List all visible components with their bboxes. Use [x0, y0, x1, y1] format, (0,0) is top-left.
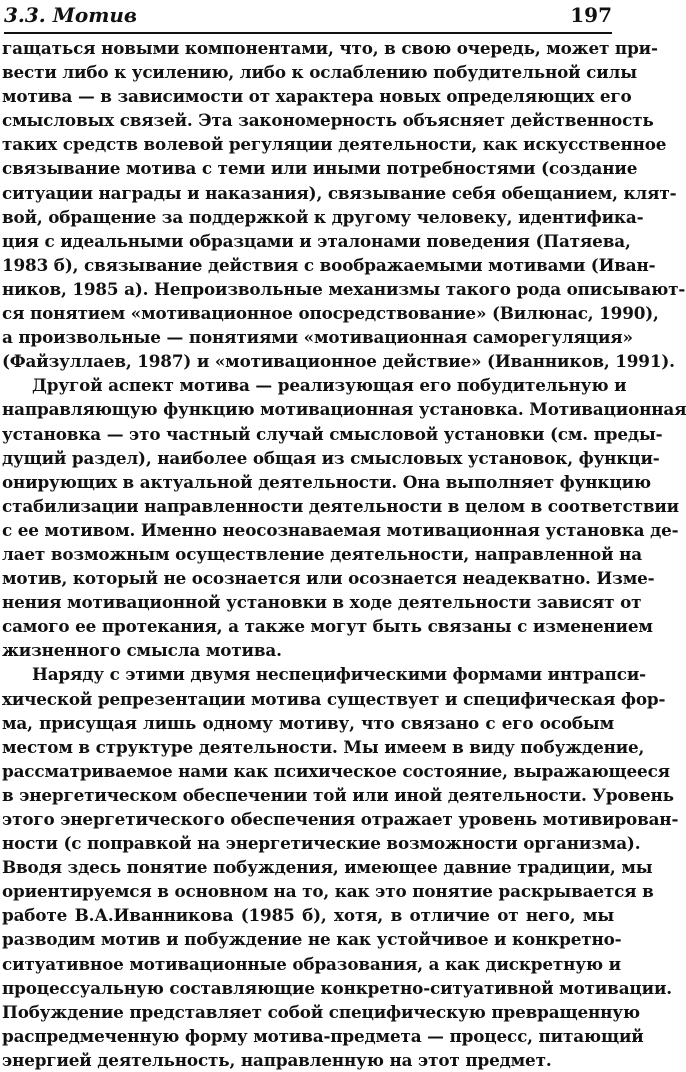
text-line: работе В.А.Иванникова (1985 б), хотя, в отличие от него, мы [2, 905, 614, 926]
text-line: хической репрезентации мотива существует и специфическая фор- [2, 688, 666, 709]
paragraph-start-line: Наряду с этими двумя неспецифическими формами интрапси- [32, 664, 646, 685]
text-line: процессуальную составляющие конкретно-ситуативной мотивации. [2, 977, 672, 998]
paragraph-end-line: жизненного смысла мотива. [2, 640, 282, 661]
text-line: смысловых связей. Эта закономерность объясняет действенность [2, 110, 654, 131]
text-line: стабилизации направленности деятельности в целом в соответствии [2, 495, 679, 516]
text-line: ция с идеальными образцами и эталонами поведения (Патяева, [2, 230, 631, 251]
text-line: с ее мотивом. Именно неосознаваемая мотивационная установка де- [2, 519, 679, 540]
running-header [4, 0, 612, 34]
text-line: самого ее протекания, а также могут быть связаны с изменением [2, 616, 653, 637]
text-line: нения мотивационной установки в ходе деятельности зависят от [2, 592, 642, 613]
paragraph-start-line: Другой аспект мотива — реализующая его побудительную и [32, 375, 627, 396]
text-line: местом в структуре деятельности. Мы имеем в виду побуждение, [2, 736, 645, 757]
text-line: ности (с поправкой на энергетические возможности организма). [2, 833, 641, 854]
body-text [2, 36, 686, 1072]
page-number: 197 [570, 3, 612, 27]
text-line: ориентируемся в основном на то, как это понятие раскрывается в [2, 881, 654, 902]
text-line: рассматриваемое нами как психическое состояние, выражающееся [2, 760, 670, 781]
text-line: таких средств волевой регуляции деятельности, как искусственное [2, 134, 667, 155]
text-line: (Файзуллаев, 1987) и «мотивационное действие» (Иванников, 1991). [2, 351, 675, 372]
text-line: дущий раздел), наиболее общая из смысловых установок, функци- [2, 447, 660, 468]
text-line: а произвольные — понятиями «мотивационная саморегуляция» [2, 327, 633, 348]
section-title: 3.3. Мотив [4, 3, 138, 27]
text-line: лает возможным осуществление деятельности, направленной на [2, 543, 642, 564]
text-line: ситуации награды и наказания), связывание себя обещанием, клят- [2, 182, 677, 203]
text-line: мотива — в зависимости от характера новых определяющих его [2, 86, 632, 107]
text-line: Побуждение представляет собой специфическую превращенную [2, 1001, 640, 1022]
text-line: 1983 б), связывание действия с воображаемыми мотивами (Иван- [2, 254, 656, 275]
text-line: в энергетическом обеспечении той или иной деятельности. Уровень [2, 784, 674, 805]
paragraph-end-line: энергией деятельность, направленную на этот предмет. [2, 1049, 552, 1070]
text-line: ситуативное мотивационные образования, а как дискретную и [2, 953, 621, 974]
text-line: онирующих в актуальной деятельности. Она выполняет функцию [2, 471, 651, 492]
text-line: вой, обращение за поддержкой к другому человеку, идентифика- [2, 206, 644, 227]
text-line: направляющую функцию мотивационная установка. Мотивационная [2, 399, 686, 420]
text-line: ма, присущая лишь одному мотиву, что связано с его особым [2, 712, 614, 733]
text-line: гащаться новыми компонентами, что, в свою очередь, может при- [2, 38, 658, 58]
text-line: ников, 1985 а). Непроизвольные механизмы такого рода описывают- [2, 278, 686, 299]
text-line: ся понятием «мотивационное опосредствование» (Вилюнас, 1990), [2, 303, 659, 324]
text-line: Вводя здесь понятие побуждения, имеющее давние традиции, мы [2, 857, 653, 878]
text-line: мотив, который не осознается или осознается неадекватно. Изме- [2, 568, 655, 589]
text-line: распредмеченную форму мотива-предмета — процесс, питающий [2, 1025, 644, 1046]
text-line: связывание мотива с теми или иными потребностями (создание [2, 158, 638, 179]
text-line: разводим мотив и побуждение не как устойчивое и конкретно- [2, 929, 622, 950]
text-line: этого энергетического обеспечения отражает уровень мотивирован- [2, 809, 679, 829]
text-line: вести либо к усилению, либо к ослаблению побудительной силы [2, 62, 637, 83]
text-line: установка — это частный случай смысловой установки (см. преды- [2, 423, 663, 444]
